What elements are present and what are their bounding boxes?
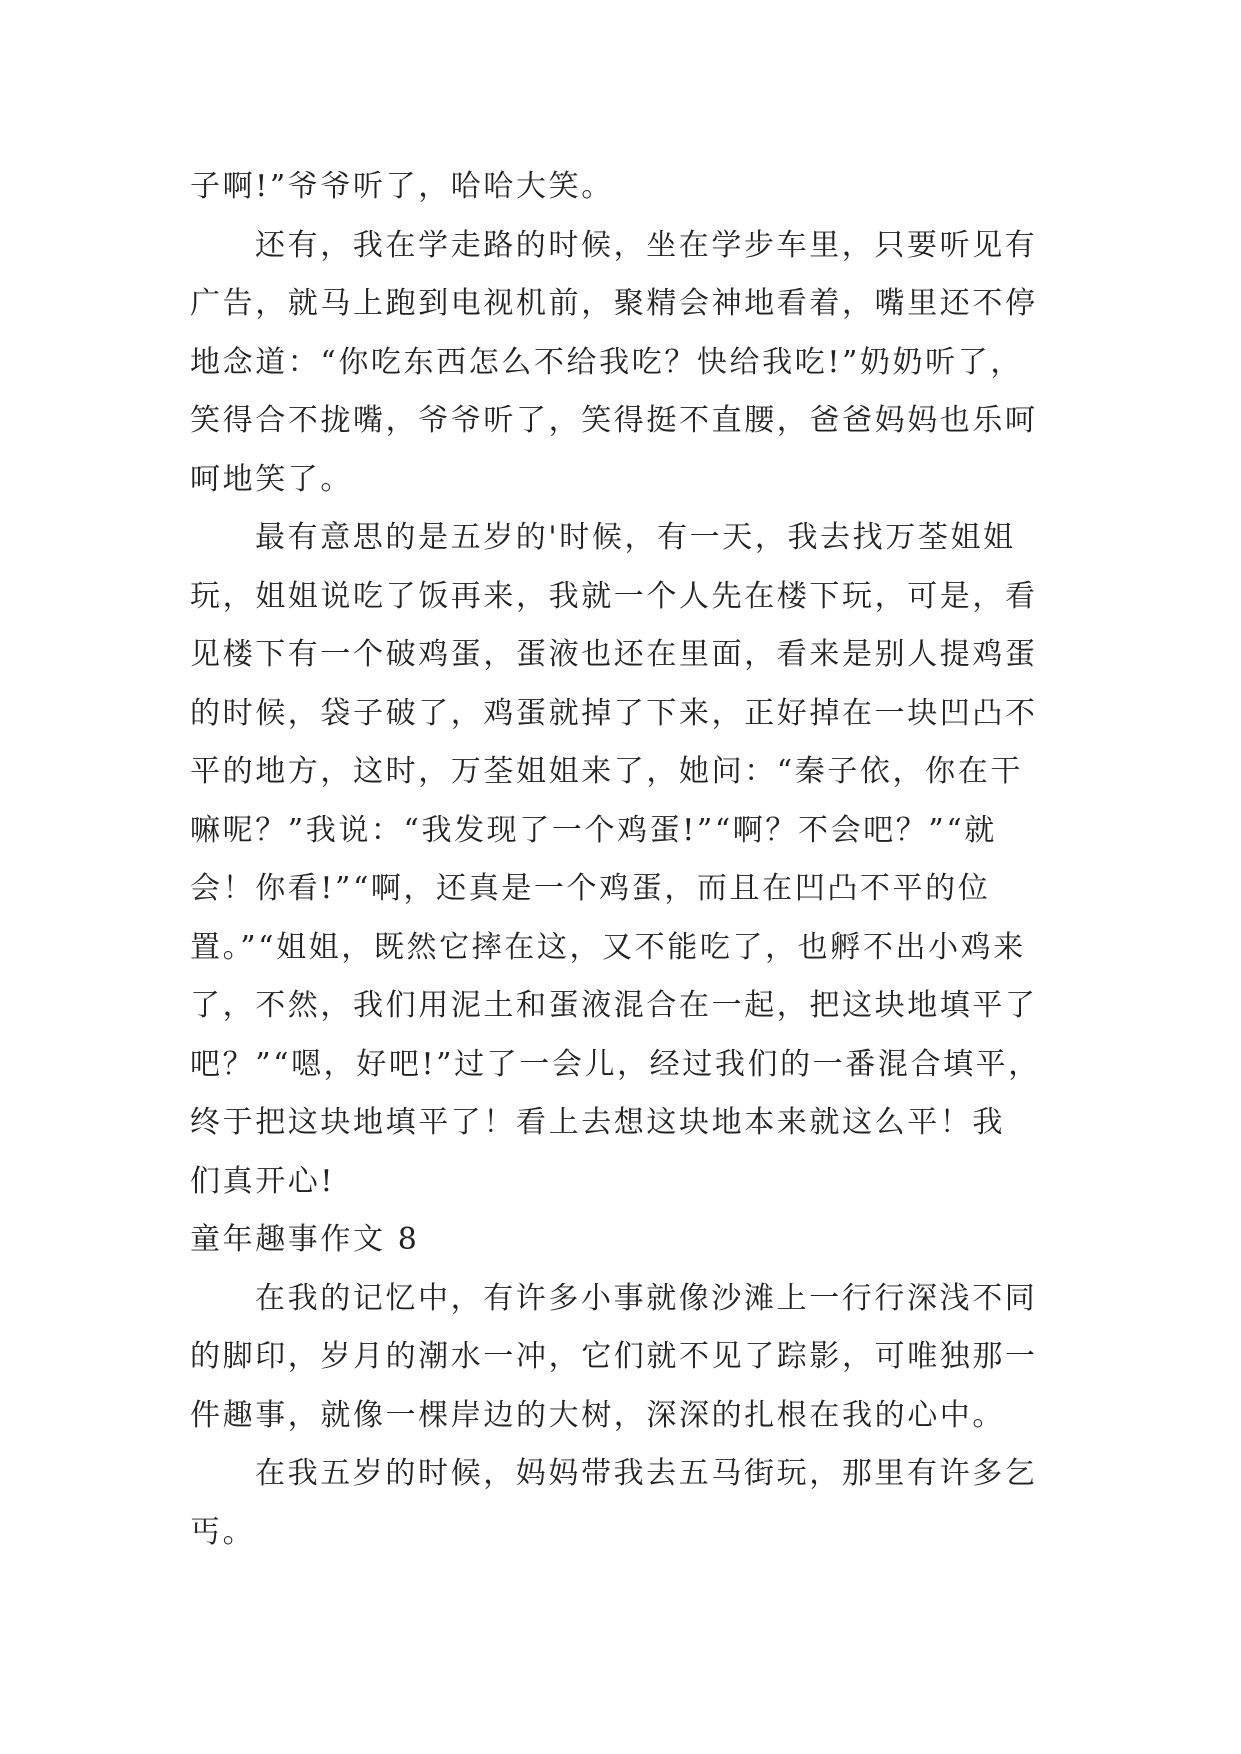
text-line: 件趣事，就像一棵岸边的大树，深深的扎根在我的心中。 bbox=[190, 1397, 1005, 1433]
paragraph-2 bbox=[190, 217, 1060, 510]
text-line: 嘛呢？”我说：“我发现了一个鸡蛋!”“啊？不会吧？”“就 bbox=[190, 812, 997, 848]
document-body bbox=[190, 158, 1060, 1562]
text-line: 在我的记忆中，有许多小事就像沙滩上一行行深浅不同 bbox=[255, 1280, 1038, 1316]
text-line: 了，不然，我们用泥土和蛋液混合在一起，把这块地填平了 bbox=[190, 988, 1038, 1023]
text-line: 呵地笑了。 bbox=[190, 461, 353, 497]
text-line: 终于把这块地填平了！看上去想这块地本来就这么平！我 bbox=[190, 1105, 1005, 1140]
text-line: 在我五岁的时候，妈妈带我去五马街玩，那里有许多乞 bbox=[255, 1456, 1038, 1491]
paragraph-4 bbox=[190, 1270, 1060, 1446]
text-line: 玩，姐姐说吃了饭再来，我就一个人先在楼下玩，可是，看 bbox=[190, 578, 1038, 614]
text-line: 丐。 bbox=[190, 1514, 256, 1550]
text-line: 地念道：“你吃东西怎么不给我吃？快给我吃!”奶奶听了， bbox=[190, 344, 1023, 380]
text-line: 的脚印，岁月的潮水一冲，它们就不见了踪影，可唯独那一 bbox=[190, 1339, 1038, 1374]
text-line: 最有意思的是五岁的'时候，有一天，我去找万荃姐姐 bbox=[255, 520, 1016, 555]
text-line: 吧？”“嗯，好吧!”过了一会儿，经过我们的一番混合填平， bbox=[190, 1046, 1041, 1082]
text-line: 见楼下有一个破鸡蛋，蛋液也还在里面，看来是别人提鸡蛋 bbox=[190, 637, 1038, 672]
text-line: 置。”“姐姐，既然它摔在这，又不能吃了，也孵不出小鸡来 bbox=[190, 929, 1026, 965]
section-heading: 童年趣事作文 8 bbox=[190, 1222, 420, 1257]
text-line: 的时候，袋子破了，鸡蛋就掉了下来，正好掉在一块凹凸不 bbox=[190, 695, 1038, 731]
text-line: 笑得合不拢嘴，爷爷听了，笑得挺不直腰，爸爸妈妈也乐呵 bbox=[190, 403, 1038, 438]
text-line: 们真开心! bbox=[190, 1163, 336, 1199]
text-line: 还有，我在学走路的时候，坐在学步车里，只要听见有 bbox=[255, 227, 1038, 263]
text-line: 子啊!”爷爷听了，哈哈大笑。 bbox=[190, 169, 614, 204]
text-line: 平的地方，这时，万荃姐姐来了，她问：“秦子依，你在干 bbox=[190, 754, 1023, 789]
paragraph-5 bbox=[190, 1445, 1060, 1562]
text-line: 广告，就马上跑到电视机前，聚精会神地看着，嘴里还不停 bbox=[190, 286, 1038, 321]
text-line: 会！你看!”“啊，还真是一个鸡蛋，而且在凹凸不平的位 bbox=[190, 871, 991, 906]
paragraph-3 bbox=[190, 509, 1060, 1211]
paragraph-1 bbox=[190, 158, 1060, 217]
